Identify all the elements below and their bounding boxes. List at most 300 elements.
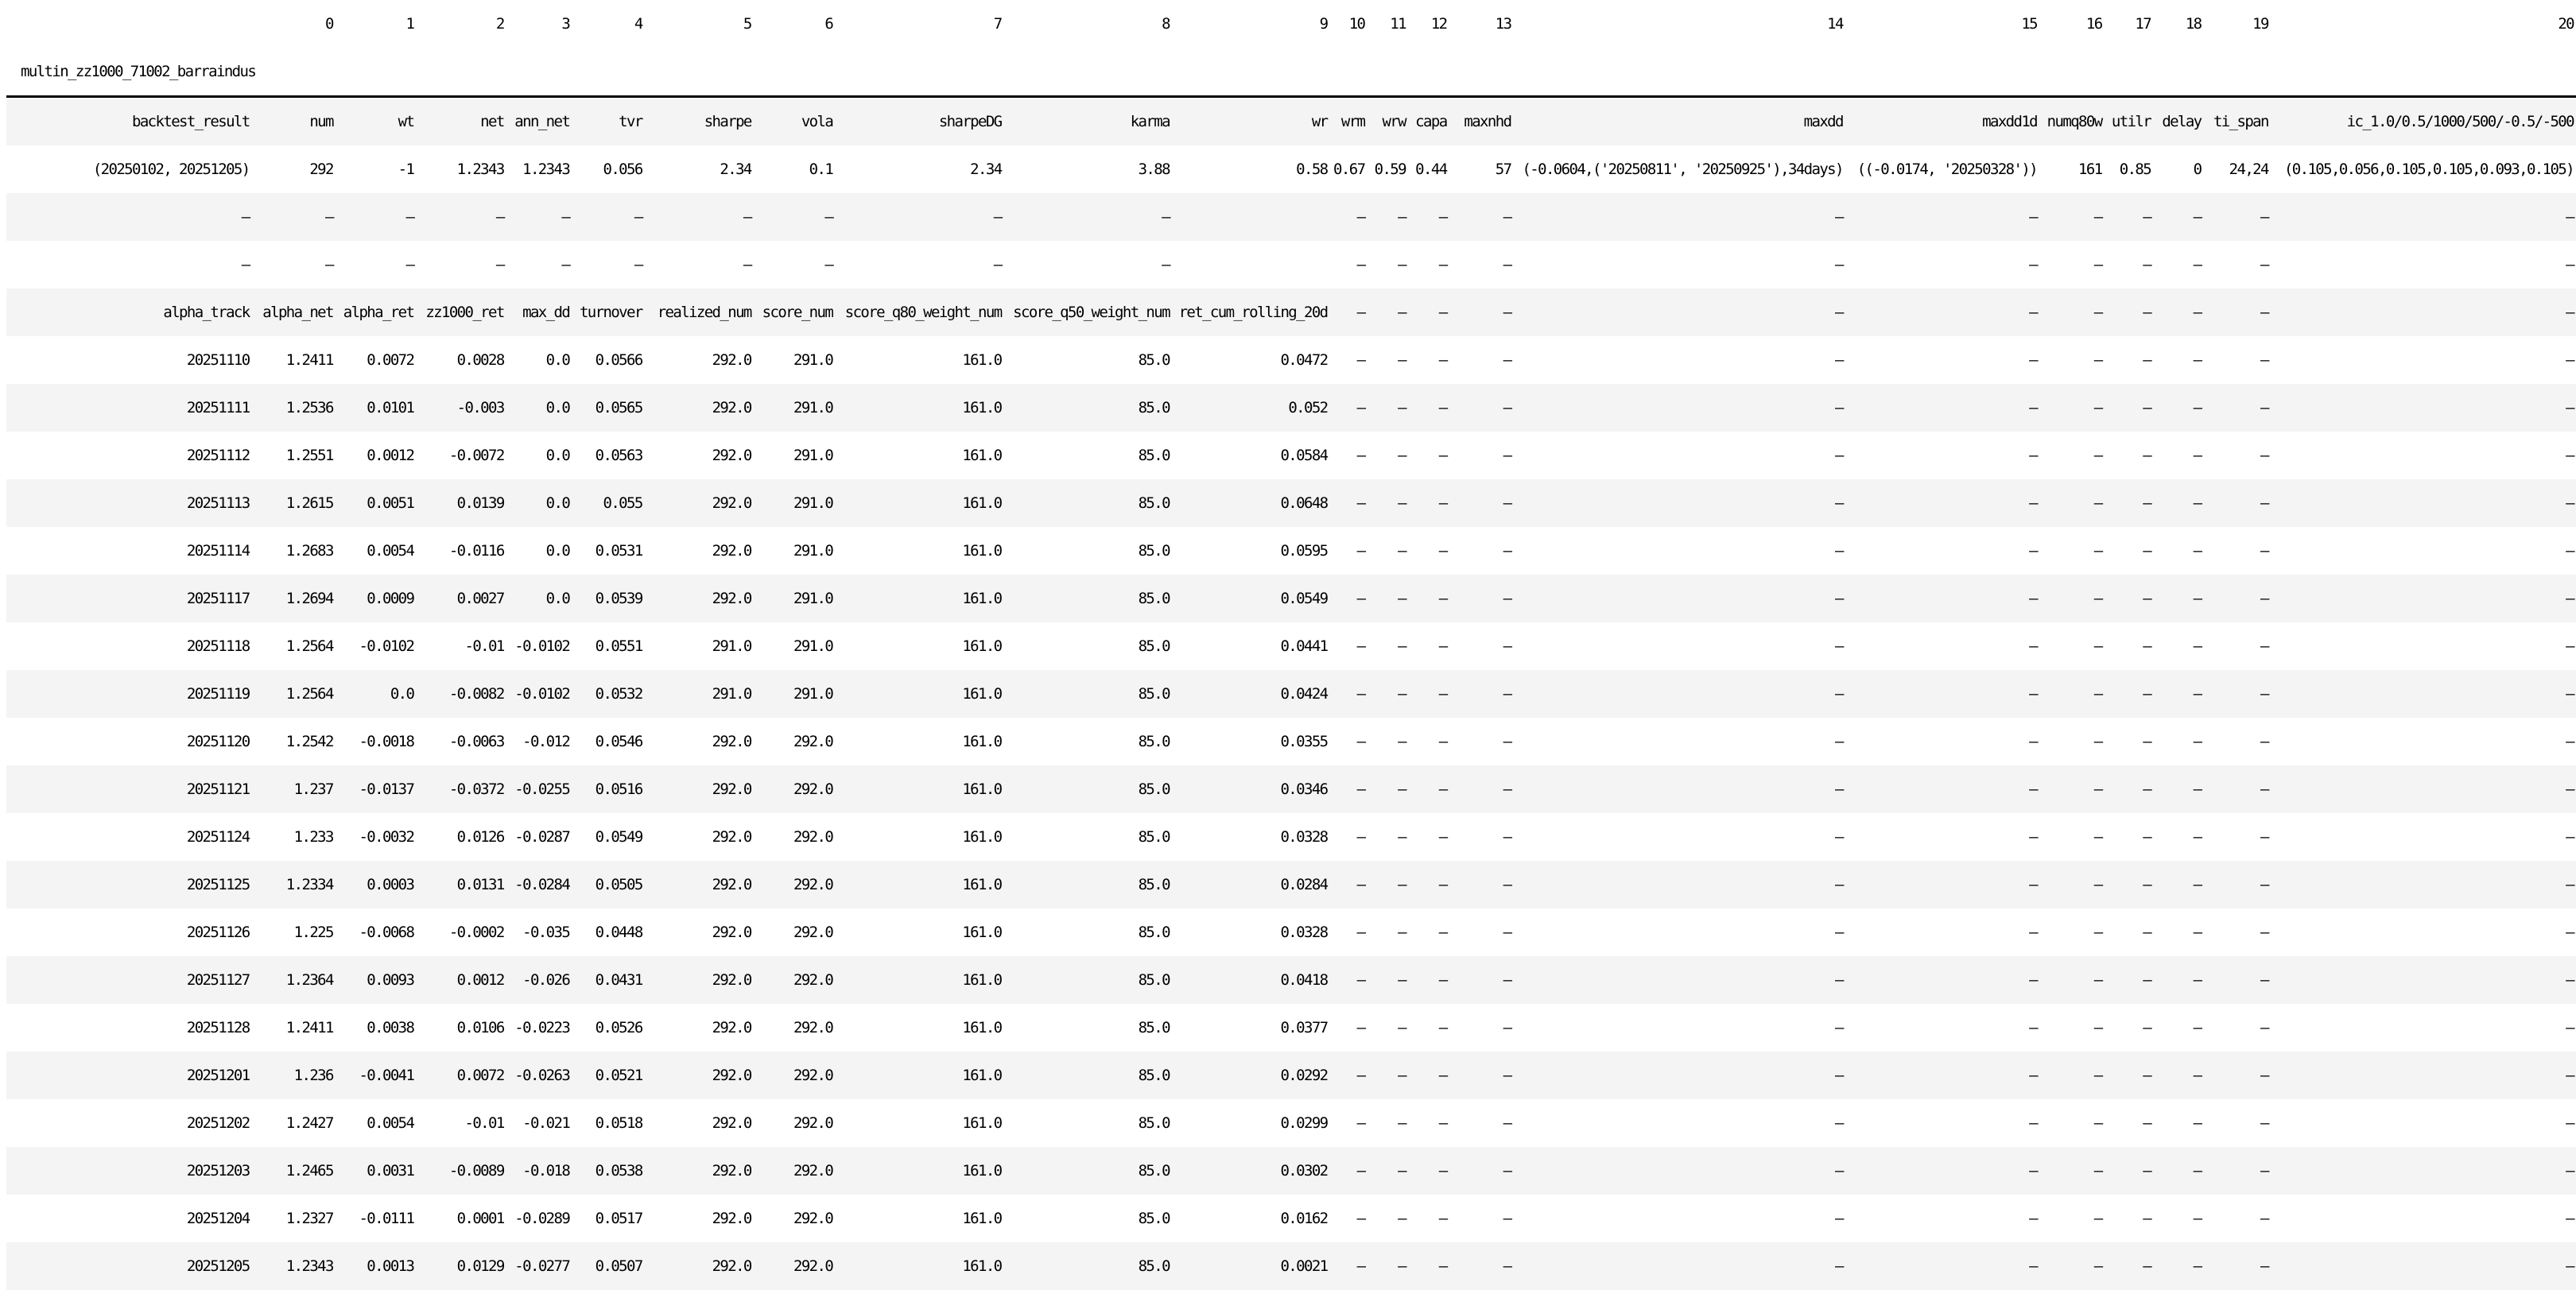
table-cell: 161.0 xyxy=(835,718,1003,765)
table-cell: 1.2343 xyxy=(252,1242,336,1290)
table-cell: 85.0 xyxy=(1004,1195,1172,1242)
table-cell: — xyxy=(1408,861,1449,908)
table-cell: — xyxy=(1330,336,1368,384)
table-cell: — xyxy=(2204,813,2271,861)
table-cell: — xyxy=(1330,956,1368,1004)
table-cell: — xyxy=(1449,1147,1514,1195)
table-cell: 0.0012 xyxy=(416,956,506,1004)
table-cell: — xyxy=(2204,1099,2271,1147)
row-label-cell: 20251117 xyxy=(6,575,252,622)
dataframe-table xyxy=(6,0,2576,1290)
table-cell: 0.0003 xyxy=(336,861,417,908)
table-cell: 0.0448 xyxy=(572,908,645,956)
table-cell: — xyxy=(1330,765,1368,813)
row-label-cell: 20251121 xyxy=(6,765,252,813)
table-cell: — xyxy=(2204,622,2271,670)
table-cell: 0.0346 xyxy=(1172,765,1330,813)
table-cell: 85.0 xyxy=(1004,765,1172,813)
table-cell: -0.0137 xyxy=(336,765,417,813)
table-cell: 0.0139 xyxy=(416,479,506,527)
table-cell: ic_1.0/0.5/1000/500/-0.5/-500 xyxy=(2271,97,2576,146)
table-cell: — xyxy=(1408,384,1449,432)
table-row xyxy=(6,384,2576,432)
table-cell: 0.0549 xyxy=(1172,575,1330,622)
table-cell: — xyxy=(506,193,572,241)
table-cell: 85.0 xyxy=(1004,718,1172,765)
table-cell: — xyxy=(2105,956,2154,1004)
table-cell: 161.0 xyxy=(835,336,1003,384)
row-label-cell: backtest_result xyxy=(6,97,252,146)
table-cell: 0.58 xyxy=(1172,145,1330,193)
table-cell: 85.0 xyxy=(1004,1052,1172,1099)
table-cell: — xyxy=(1513,575,1845,622)
table-cell: — xyxy=(1408,622,1449,670)
table-cell: — xyxy=(2153,908,2203,956)
table-cell: 291.0 xyxy=(754,432,835,479)
table-cell: 0.0521 xyxy=(572,1052,645,1099)
table-cell: — xyxy=(416,193,506,241)
table-cell: — xyxy=(1367,1147,1408,1195)
column-index-header: 15 xyxy=(1845,0,2039,48)
table-row xyxy=(6,813,2576,861)
table-row xyxy=(6,1099,2576,1147)
table-cell: 161.0 xyxy=(835,670,1003,718)
table-cell: — xyxy=(1367,1052,1408,1099)
row-label-cell: 20251125 xyxy=(6,861,252,908)
table-cell: — xyxy=(1513,1099,1845,1147)
table-cell: 0.0 xyxy=(506,527,572,575)
table-cell: — xyxy=(2204,718,2271,765)
table-cell: 0.0001 xyxy=(416,1195,506,1242)
table-cell: — xyxy=(835,241,1003,289)
table-cell: — xyxy=(1367,289,1408,336)
table-row xyxy=(6,1195,2576,1242)
table-cell: 0 xyxy=(2153,145,2203,193)
table-cell: 0.0093 xyxy=(336,956,417,1004)
table-cell: — xyxy=(1330,1004,1368,1052)
table-cell: vola xyxy=(754,97,835,146)
table-cell: tvr xyxy=(572,97,645,146)
table-cell: — xyxy=(2153,1004,2203,1052)
table-cell: 0.052 xyxy=(1172,384,1330,432)
table-cell: 0.0 xyxy=(506,432,572,479)
table-cell: alpha_net xyxy=(252,289,336,336)
table-cell: 0.85 xyxy=(2105,145,2154,193)
table-cell: — xyxy=(1845,1195,2039,1242)
table-cell: 2.34 xyxy=(645,145,754,193)
table-cell: 0.0538 xyxy=(572,1147,645,1195)
table-cell: 1.2564 xyxy=(252,670,336,718)
row-label-cell: alpha_track xyxy=(6,289,252,336)
table-cell: 0.0012 xyxy=(336,432,417,479)
table-cell: — xyxy=(1845,384,2039,432)
table-cell: — xyxy=(2039,1242,2105,1290)
table-cell: — xyxy=(2105,289,2154,336)
table-cell: -0.01 xyxy=(416,622,506,670)
table-cell: — xyxy=(2153,289,2203,336)
table-cell: — xyxy=(2271,1195,2576,1242)
table-cell: — xyxy=(1449,384,1514,432)
table-cell: — xyxy=(1367,1242,1408,1290)
table-cell: — xyxy=(2271,1004,2576,1052)
table-cell: — xyxy=(1367,1195,1408,1242)
table-cell: — xyxy=(572,241,645,289)
table-cell: — xyxy=(1449,336,1514,384)
table-cell: -0.0063 xyxy=(416,718,506,765)
table-cell: — xyxy=(1004,193,1172,241)
table-cell: 292.0 xyxy=(645,1147,754,1195)
table-cell: 0.0 xyxy=(506,384,572,432)
table-cell: — xyxy=(1449,241,1514,289)
table-row xyxy=(6,1004,2576,1052)
table-cell: -0.0041 xyxy=(336,1052,417,1099)
table-cell: -0.0072 xyxy=(416,432,506,479)
table-row xyxy=(6,908,2576,956)
table-cell: — xyxy=(2039,718,2105,765)
row-label-cell: 20251128 xyxy=(6,1004,252,1052)
column-index-header: 16 xyxy=(2039,0,2105,48)
table-cell: 0.0027 xyxy=(416,575,506,622)
table-cell: — xyxy=(2204,241,2271,289)
table-cell: — xyxy=(2039,527,2105,575)
table-cell: — xyxy=(1367,432,1408,479)
table-cell: — xyxy=(2039,575,2105,622)
table-cell: — xyxy=(2153,527,2203,575)
table-cell: — xyxy=(336,193,417,241)
table-cell: alpha_ret xyxy=(336,289,417,336)
table-cell: ((-0.0174, '20250328')) xyxy=(1845,145,2039,193)
table-cell: — xyxy=(1330,432,1368,479)
table-cell: 291.0 xyxy=(645,670,754,718)
table-cell: — xyxy=(1513,908,1845,956)
index-name: multin_zz1000_71002_barraindus xyxy=(6,48,2576,97)
table-cell: — xyxy=(2204,384,2271,432)
table-cell: — xyxy=(1330,384,1368,432)
table-cell: 161.0 xyxy=(835,1052,1003,1099)
table-cell: — xyxy=(2271,241,2576,289)
table-cell: 0.0 xyxy=(336,670,417,718)
table-cell: — xyxy=(2153,765,2203,813)
table-cell: — xyxy=(1408,670,1449,718)
table-cell: 0.0129 xyxy=(416,1242,506,1290)
table-cell: 0.0328 xyxy=(1172,908,1330,956)
table-cell: 0.0441 xyxy=(1172,622,1330,670)
table-cell: — xyxy=(2271,527,2576,575)
column-index-header: 17 xyxy=(2105,0,2154,48)
table-cell: — xyxy=(2153,718,2203,765)
table-cell: — xyxy=(2153,1195,2203,1242)
table-cell: — xyxy=(1449,575,1514,622)
table-row xyxy=(6,97,2576,146)
table-cell: — xyxy=(1845,1099,2039,1147)
table-cell: 1.2536 xyxy=(252,384,336,432)
table-body xyxy=(6,97,2576,1290)
table-cell: 291.0 xyxy=(754,575,835,622)
table-cell: — xyxy=(1513,861,1845,908)
table-cell: 292.0 xyxy=(754,1004,835,1052)
table-cell: — xyxy=(1408,1195,1449,1242)
table-cell: — xyxy=(1408,1052,1449,1099)
table-cell: — xyxy=(1408,527,1449,575)
table-cell: — xyxy=(1367,813,1408,861)
table-cell: — xyxy=(1449,1242,1514,1290)
table-cell: -0.0372 xyxy=(416,765,506,813)
table-cell: — xyxy=(1408,765,1449,813)
table-cell: — xyxy=(572,193,645,241)
table-cell: — xyxy=(1367,241,1408,289)
table-cell: — xyxy=(1513,718,1845,765)
table-cell: — xyxy=(1513,1052,1845,1099)
table-cell: — xyxy=(1513,622,1845,670)
table-cell: 0.0284 xyxy=(1172,861,1330,908)
table-cell: 0.0 xyxy=(506,479,572,527)
table-cell: — xyxy=(1845,622,2039,670)
table-cell: 1.2683 xyxy=(252,527,336,575)
table-cell: — xyxy=(2271,479,2576,527)
table-cell: — xyxy=(2153,813,2203,861)
table-cell: — xyxy=(2153,622,2203,670)
table-cell: 0.0292 xyxy=(1172,1052,1330,1099)
table-cell: 0.0566 xyxy=(572,336,645,384)
table-cell: 161.0 xyxy=(835,1242,1003,1290)
table-cell: 85.0 xyxy=(1004,575,1172,622)
table-cell: 0.0505 xyxy=(572,861,645,908)
table-cell: score_q50_weight_num xyxy=(1004,289,1172,336)
table-cell: — xyxy=(2204,1242,2271,1290)
table-cell: -0.026 xyxy=(506,956,572,1004)
table-cell: 0.0531 xyxy=(572,527,645,575)
table-cell: 292.0 xyxy=(645,1004,754,1052)
table-cell: -0.0284 xyxy=(506,861,572,908)
table-cell: — xyxy=(1845,1004,2039,1052)
column-index-header: 8 xyxy=(1004,0,1172,48)
table-cell: — xyxy=(1408,479,1449,527)
table-cell: — xyxy=(2153,1052,2203,1099)
table-cell: 85.0 xyxy=(1004,956,1172,1004)
table-cell: — xyxy=(1367,861,1408,908)
table-cell: 0.67 xyxy=(1330,145,1368,193)
table-cell: — xyxy=(2039,861,2105,908)
table-cell: — xyxy=(1449,1052,1514,1099)
table-cell: — xyxy=(2105,718,2154,765)
table-cell: — xyxy=(1845,193,2039,241)
table-cell: — xyxy=(1330,1099,1368,1147)
row-label-cell: 20251113 xyxy=(6,479,252,527)
column-index-header: 19 xyxy=(2204,0,2271,48)
table-cell: 161.0 xyxy=(835,1099,1003,1147)
table-cell: 0.0516 xyxy=(572,765,645,813)
table-cell: 292.0 xyxy=(645,861,754,908)
table-cell: 292.0 xyxy=(754,861,835,908)
table-cell: 292.0 xyxy=(645,765,754,813)
table-cell: — xyxy=(2204,193,2271,241)
table-cell: 85.0 xyxy=(1004,861,1172,908)
table-cell: — xyxy=(2271,813,2576,861)
table-cell: — xyxy=(1513,336,1845,384)
table-cell: — xyxy=(2271,432,2576,479)
table-cell: 292.0 xyxy=(645,813,754,861)
table-cell: zz1000_ret xyxy=(416,289,506,336)
table-cell: wt xyxy=(336,97,417,146)
table-cell: 0.44 xyxy=(1408,145,1449,193)
table-cell: — xyxy=(1330,718,1368,765)
table-cell: — xyxy=(2039,1099,2105,1147)
table-cell: — xyxy=(2271,336,2576,384)
table-cell: -0.0082 xyxy=(416,670,506,718)
table-cell: 0.0539 xyxy=(572,575,645,622)
table-row xyxy=(6,956,2576,1004)
table-cell: — xyxy=(2271,908,2576,956)
column-index-header: 7 xyxy=(835,0,1003,48)
table-cell: — xyxy=(1845,527,2039,575)
table-cell: 0.0101 xyxy=(336,384,417,432)
table-cell: — xyxy=(1845,718,2039,765)
column-index-header: 14 xyxy=(1513,0,1845,48)
table-cell: 1.237 xyxy=(252,765,336,813)
table-cell: — xyxy=(1845,765,2039,813)
table-cell: — xyxy=(252,241,336,289)
table-cell: 0.0431 xyxy=(572,956,645,1004)
table-cell: — xyxy=(2153,1147,2203,1195)
row-label-cell: (20250102, 20251205) xyxy=(6,145,252,193)
table-cell: — xyxy=(252,193,336,241)
table-cell: 0.1 xyxy=(754,145,835,193)
table-cell: -0.0032 xyxy=(336,813,417,861)
table-cell: 0.0424 xyxy=(1172,670,1330,718)
table-cell: — xyxy=(2039,908,2105,956)
table-cell: -1 xyxy=(336,145,417,193)
table-cell: — xyxy=(1513,479,1845,527)
table-cell: 292.0 xyxy=(754,1052,835,1099)
table-cell: 85.0 xyxy=(1004,908,1172,956)
index-corner xyxy=(6,0,252,48)
table-cell: — xyxy=(1449,956,1514,1004)
table-cell: — xyxy=(1513,527,1845,575)
table-row xyxy=(6,1052,2576,1099)
table-row xyxy=(6,622,2576,670)
table-cell: — xyxy=(2204,1004,2271,1052)
table-cell: 0.0072 xyxy=(416,1052,506,1099)
table-cell: 161 xyxy=(2039,145,2105,193)
table-row xyxy=(6,765,2576,813)
table-cell: — xyxy=(2105,861,2154,908)
table-cell: 85.0 xyxy=(1004,622,1172,670)
table-cell: — xyxy=(2105,527,2154,575)
table-cell: — xyxy=(1845,956,2039,1004)
table-cell: 0.0565 xyxy=(572,384,645,432)
column-index-header: 0 xyxy=(252,0,336,48)
table-cell: — xyxy=(835,193,1003,241)
table-cell: (-0.0604,('20250811', '20250925'),34days) xyxy=(1513,145,1845,193)
row-label-cell: 20251126 xyxy=(6,908,252,956)
table-cell: sharpe xyxy=(645,97,754,146)
table-cell: wr xyxy=(1172,97,1330,146)
table-cell: — xyxy=(645,241,754,289)
table-cell: — xyxy=(1367,384,1408,432)
table-cell: — xyxy=(1408,908,1449,956)
table-cell: 1.236 xyxy=(252,1052,336,1099)
table-cell: — xyxy=(1330,1052,1368,1099)
table-cell: — xyxy=(2271,289,2576,336)
table-row xyxy=(6,861,2576,908)
table-cell: — xyxy=(1004,241,1172,289)
table-cell: 0.0054 xyxy=(336,1099,417,1147)
table-row xyxy=(6,336,2576,384)
table-cell: — xyxy=(1330,1195,1368,1242)
table-cell: 292.0 xyxy=(645,575,754,622)
table-cell: — xyxy=(2153,432,2203,479)
table-cell: — xyxy=(2153,575,2203,622)
table-cell: wrm xyxy=(1330,97,1368,146)
row-label-cell: 20251114 xyxy=(6,527,252,575)
table-cell: -0.012 xyxy=(506,718,572,765)
table-cell: — xyxy=(1408,575,1449,622)
table-cell: — xyxy=(2153,336,2203,384)
table-cell: — xyxy=(1367,765,1408,813)
table-cell: 161.0 xyxy=(835,527,1003,575)
table-cell: 3.88 xyxy=(1004,145,1172,193)
table-cell: — xyxy=(1845,479,2039,527)
table-cell: — xyxy=(2271,956,2576,1004)
table-cell: 1.2465 xyxy=(252,1147,336,1195)
table-cell: 85.0 xyxy=(1004,479,1172,527)
table-cell: — xyxy=(2271,1242,2576,1290)
table-cell: 1.2327 xyxy=(252,1195,336,1242)
row-label-cell: 20251120 xyxy=(6,718,252,765)
table-cell: — xyxy=(2271,1052,2576,1099)
row-label-cell: — xyxy=(6,241,252,289)
column-index-row xyxy=(6,0,2576,48)
table-cell: — xyxy=(1513,384,1845,432)
row-label-cell: 20251203 xyxy=(6,1147,252,1195)
table-cell: — xyxy=(1408,289,1449,336)
table-cell: — xyxy=(1367,193,1408,241)
table-cell: 161.0 xyxy=(835,813,1003,861)
table-cell: — xyxy=(1367,336,1408,384)
table-cell: — xyxy=(2105,193,2154,241)
table-cell: 291.0 xyxy=(645,622,754,670)
table-cell: — xyxy=(1845,861,2039,908)
column-index-header: 1 xyxy=(336,0,417,48)
table-cell: 161.0 xyxy=(835,1195,1003,1242)
table-cell: — xyxy=(1367,622,1408,670)
table-cell: — xyxy=(2039,336,2105,384)
table-cell: — xyxy=(2153,479,2203,527)
table-cell: 0.0517 xyxy=(572,1195,645,1242)
row-label-cell: 20251204 xyxy=(6,1195,252,1242)
table-cell: — xyxy=(2105,575,2154,622)
table-cell: — xyxy=(2271,622,2576,670)
table-cell: — xyxy=(2204,575,2271,622)
table-cell: — xyxy=(1449,527,1514,575)
table-cell: 0.0299 xyxy=(1172,1099,1330,1147)
table-cell: 292.0 xyxy=(754,956,835,1004)
table-cell: — xyxy=(1513,670,1845,718)
table-cell: 291.0 xyxy=(754,622,835,670)
table-cell: — xyxy=(1330,527,1368,575)
table-cell: — xyxy=(1408,336,1449,384)
table-cell: delay xyxy=(2153,97,2203,146)
table-cell: — xyxy=(1513,1004,1845,1052)
table-cell: — xyxy=(1449,908,1514,956)
table-cell xyxy=(1172,193,1330,241)
table-cell: — xyxy=(1513,1147,1845,1195)
table-cell: — xyxy=(1408,1004,1449,1052)
table-cell: 1.2564 xyxy=(252,622,336,670)
table-cell: 0.0532 xyxy=(572,670,645,718)
table-cell: — xyxy=(2105,1004,2154,1052)
table-cell: 0.0507 xyxy=(572,1242,645,1290)
